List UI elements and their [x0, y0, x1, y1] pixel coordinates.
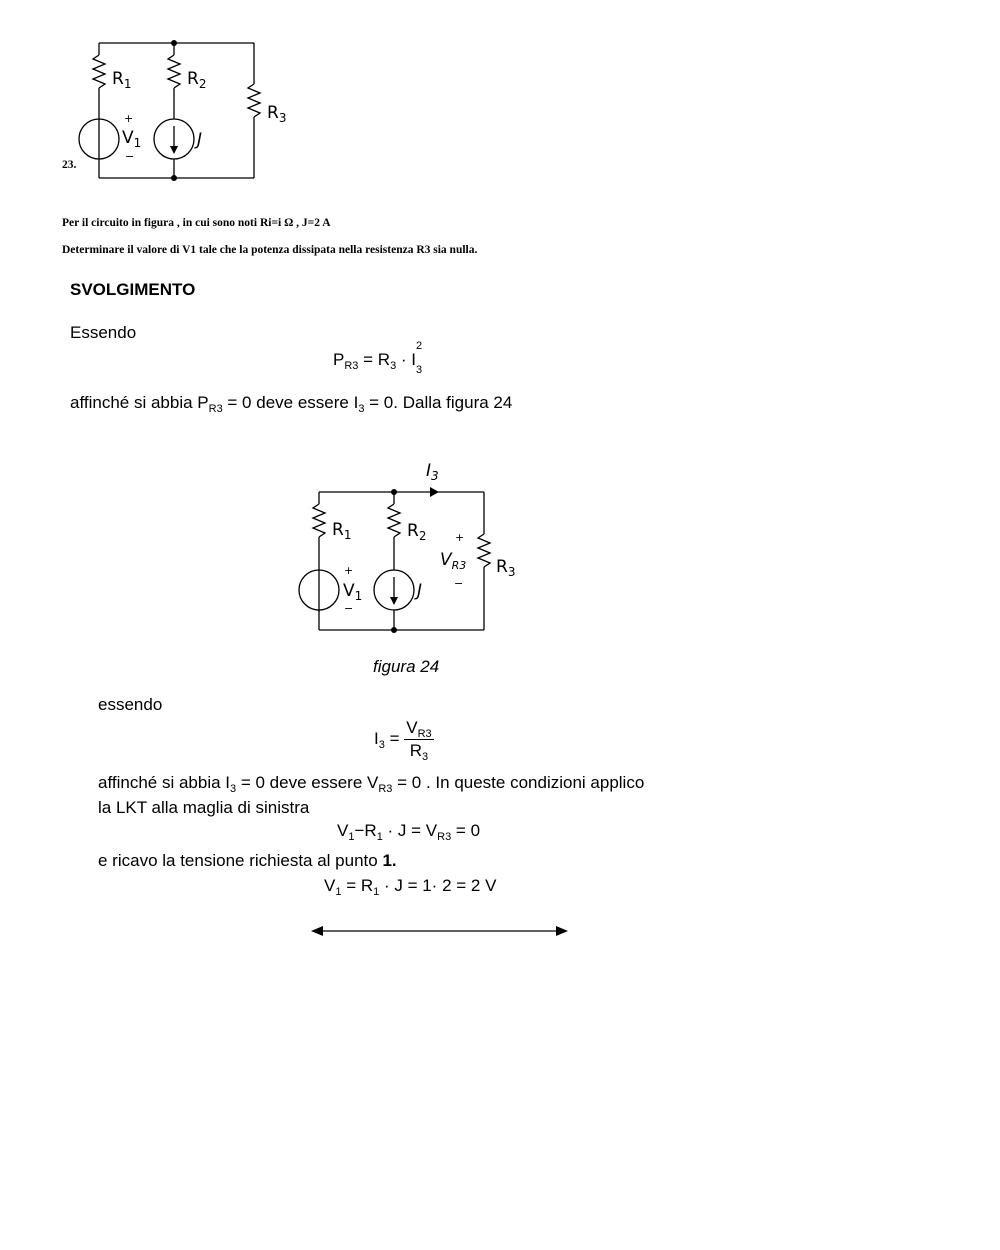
- label-plus-vr3: +: [455, 531, 465, 544]
- problem-statement: Per il circuito in figura , in cui sono noti Ri=i Ω , J=2 A: [62, 217, 331, 229]
- svg-text:V1: $V_1$: [122, 128, 142, 150]
- label-v1-fig24: V: [343, 581, 355, 601]
- label-plus: +: [124, 112, 134, 125]
- equation-power: $P_{R3} = R_3 \cdot I$ 2 $_3$: [333, 340, 423, 376]
- svg-text:R1: $R_1$: [332, 520, 352, 542]
- svg-text:VR3: $V_{R3}$: [440, 550, 467, 572]
- svg-text:R2: $R_2$: [187, 69, 207, 91]
- label-r1-fig24: R: [332, 520, 344, 540]
- label-i3: I: [426, 461, 432, 481]
- problem-question: Determinare il valore di V1 tale che la potenza dissipata nella resistenza R3 sia nulla.: [62, 244, 478, 256]
- label-r2-fig24: R: [407, 521, 419, 541]
- svg-text:R3: $R_3$: [496, 557, 516, 579]
- condition-line: affinché si abbia $P_{R3} = 0$ deve essere $I_3 = 0$. Dalla figura 24: [70, 393, 513, 415]
- label-v1: V: [122, 128, 134, 148]
- svg-text:R3: $R_3$: [267, 103, 287, 125]
- problem-number: 23.: [62, 159, 77, 171]
- equation-current: $I_3$ = $\frac{V_{R3}}{R_3}$: [374, 718, 432, 763]
- essendo-text-2: essendo: [98, 695, 163, 714]
- solution-heading: SVOLGIMENTO: [70, 280, 196, 299]
- label-minus-fig24: −: [344, 602, 354, 615]
- svg-text:I3: $I_3$: [426, 461, 439, 483]
- label-r3-fig24: R: [496, 557, 508, 577]
- label-j: J: [197, 130, 203, 150]
- label-r1: R: [112, 69, 124, 89]
- label-minus: −: [125, 150, 135, 163]
- figure-caption: figura 24: [373, 657, 440, 676]
- circuit-diagram-23: [0, 0, 320, 190]
- label-r3: R: [267, 103, 279, 123]
- svg-text:V1: $V_1$: [343, 581, 363, 603]
- condition-line-2: affinché si abbia $I_3 = 0$ deve essere $V_{R3} = 0$ . In queste condizioni applico: [98, 773, 645, 795]
- label-r2: R: [187, 69, 199, 89]
- label-minus-vr3: −: [454, 577, 464, 590]
- result-line: e ricavo la tensione richiesta al punto 1.: [98, 851, 397, 870]
- circuit-diagram-figura-24: [280, 450, 540, 645]
- label-j-fig24: J: [417, 581, 423, 601]
- essendo-text: Essendo: [70, 323, 137, 342]
- double-arrow-divider: [305, 920, 575, 942]
- equation-result: $V_1 = R_1 \cdot J = 1\cdot 2 = 2$ V: [324, 876, 497, 898]
- label-vr3: V: [440, 550, 452, 570]
- svg-text:R2: $R_2$: [407, 521, 427, 543]
- lkt-line: la LKT alla maglia di sinistra: [98, 798, 310, 817]
- svg-text:R1: $R_1$: [112, 69, 132, 91]
- equation-lkt: $V_1-R_1 \cdot J = V_{R3} = 0$: [337, 821, 481, 843]
- label-plus-fig24: +: [344, 564, 354, 577]
